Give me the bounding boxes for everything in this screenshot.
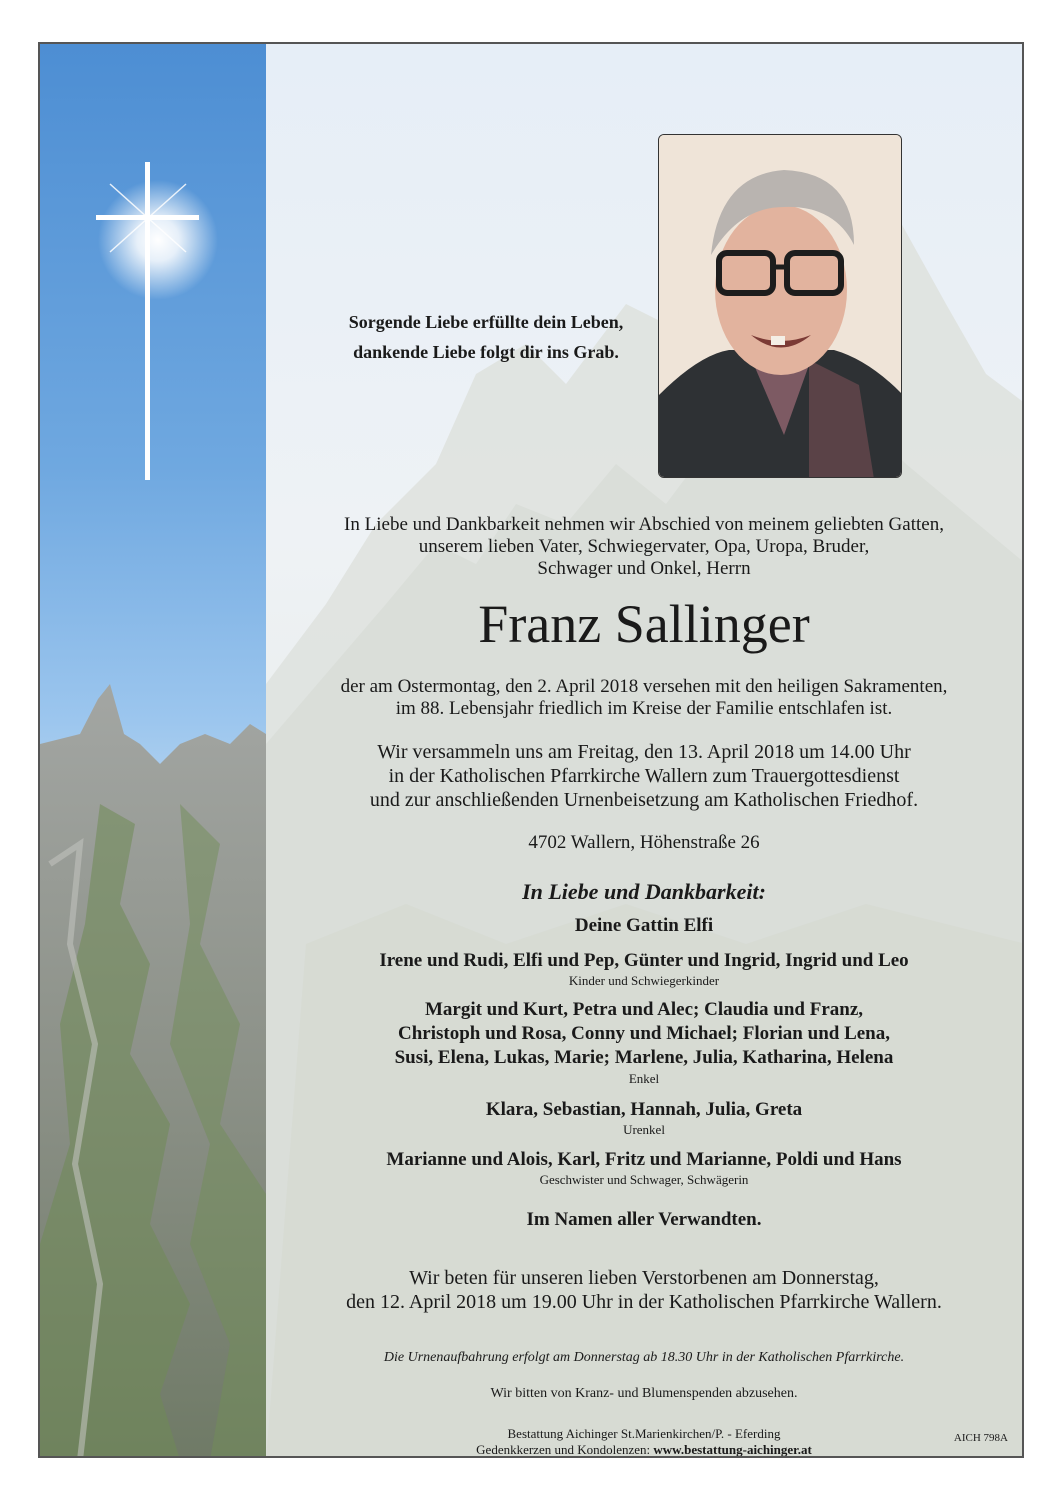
mountain-illustration xyxy=(40,44,266,1458)
quote-line-1: Sorgende Liebe erfüllte dein Leben, xyxy=(348,312,624,332)
portrait-photo xyxy=(658,134,902,478)
grandchildren-line-1: Margit und Kurt, Petra und Alec; Claudia und Franz, xyxy=(424,999,864,1020)
service-text xyxy=(266,740,1022,812)
siblings-label: Geschwister und Schwager, Schwägerin xyxy=(539,1172,749,1187)
mourner-relatives: Im Namen aller Verwandten. xyxy=(526,1209,762,1230)
mourner-wife: Deine Gattin Elfi xyxy=(574,915,714,936)
mourner-siblings: Marianne und Alois, Karl, Fritz und Marianne, Poldi und Hans xyxy=(386,1149,902,1170)
grandchildren-label: Enkel xyxy=(628,1071,660,1086)
death-text xyxy=(266,676,1022,720)
grandchildren-line-2: Christoph und Rosa, Conny und Michael; Florian und Lena, xyxy=(397,1023,890,1044)
deceased-name: Franz Sallinger xyxy=(478,594,810,654)
death-line-2: im 88. Lebensjahr friedlich im Kreise der Familie entschlafen ist. xyxy=(395,698,893,719)
footer-prefix: Gedenkkerzen und Kondolenzen: xyxy=(476,1442,651,1457)
intro-line-3: Schwager und Onkel, Herrn xyxy=(537,558,751,579)
address: 4702 Wallern, Höhenstraße 26 xyxy=(528,832,760,853)
sky-mountain-strip xyxy=(40,44,266,1456)
obituary-content xyxy=(266,44,1022,1456)
service-line-1: Wir versammeln uns am Freitag, den 13. April 2018 um 14.00 Uhr xyxy=(377,741,911,763)
service-line-2: in der Katholischen Pfarrkirche Wallern zum Trauergottesdienst xyxy=(388,765,900,787)
mourner-great-grandchildren: Klara, Sebastian, Hannah, Julia, Greta xyxy=(485,1099,803,1120)
footer-line-2 xyxy=(266,1442,1022,1458)
mourner-children: Irene und Rudi, Elfi und Pep, Günter und Ingrid, Ingrid und Leo xyxy=(379,950,909,971)
prayer-line-2: den 12. April 2018 um 19.00 Uhr in der Katholischen Pfarrkirche Wallern. xyxy=(346,1291,942,1313)
great-grandchildren-label: Urenkel xyxy=(623,1122,665,1137)
death-line-1: der am Ostermontag, den 2. April 2018 versehen mit den heiligen Sakramenten, xyxy=(340,676,948,697)
memorial-quote xyxy=(306,307,666,367)
intro-line-2: unserem lieben Vater, Schwiegervater, Opa, Uropa, Bruder, xyxy=(418,536,870,557)
children-label: Kinder und Schwiegerkinder xyxy=(568,973,720,988)
prayer-line-1: Wir beten für unseren lieben Verstorbenen am Donnerstag, xyxy=(409,1267,879,1289)
mourner-grandchildren xyxy=(266,998,1022,1070)
footer-line-1: Bestattung Aichinger St.Marienkirchen/P. - Eferding xyxy=(507,1426,781,1441)
prayer-text xyxy=(266,1266,1022,1314)
service-line-3: und zur anschließenden Urnenbeisetzung am Katholischen Friedhof. xyxy=(369,789,919,811)
quote-line-2: dankende Liebe folgt dir ins Grab. xyxy=(353,342,619,362)
obituary-card xyxy=(38,42,1024,1458)
document-code: AICH 798A xyxy=(953,1432,1008,1444)
intro-line-1: In Liebe und Dankbarkeit nehmen wir Abschied von meinem geliebten Gatten, xyxy=(344,514,944,535)
portrait-image xyxy=(659,135,902,478)
intro-text xyxy=(266,514,1022,580)
viewing-note: Die Urnenaufbahrung erfolgt am Donnerstag ab 18.30 Uhr in der Katholischen Pfarrkirche. xyxy=(383,1350,905,1365)
footer xyxy=(266,1426,1022,1458)
grandchildren-line-3: Susi, Elena, Lukas, Marie; Marlene, Julia, Katharina, Helena xyxy=(394,1047,894,1068)
flowers-note: Wir bitten von Kranz- und Blumenspenden abzusehen. xyxy=(490,1386,798,1401)
mourners-heading: In Liebe und Dankbarkeit: xyxy=(522,879,766,904)
footer-website-link[interactable]: www.bestattung-aichinger.at xyxy=(653,1442,812,1457)
